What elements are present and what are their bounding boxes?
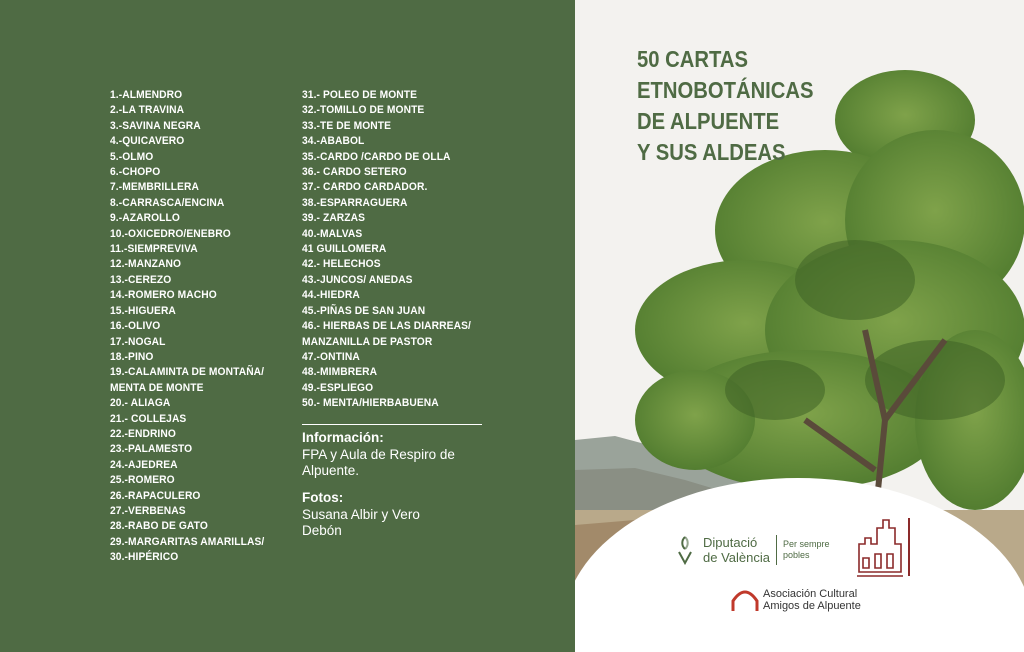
plant-item: 16.-OLIVO bbox=[110, 320, 161, 333]
plant-item: 45.-PIÑAS DE SAN JUAN bbox=[302, 304, 426, 317]
title-line: DE ALPUENTE bbox=[637, 108, 780, 134]
info-block bbox=[302, 430, 512, 480]
plant-item: 13.-CEREZO bbox=[110, 273, 172, 286]
plant-item: 33.-TE DE MONTE bbox=[302, 119, 392, 132]
plant-item: 12.-MANZANO bbox=[110, 258, 182, 271]
plant-item: 10.-OXICEDRO/ENEBRO bbox=[110, 227, 231, 240]
info-text: FPA y Aula de Respiro de Alpuente. bbox=[302, 446, 455, 478]
plant-item: 3.-SAVINA NEGRA bbox=[110, 119, 201, 132]
plant-item: 18.-PINO bbox=[110, 350, 154, 363]
info-label: Información: bbox=[302, 430, 384, 445]
plant-item: 6.-CHOPO bbox=[110, 166, 161, 179]
photos-label: Fotos: bbox=[302, 490, 344, 505]
right-panel bbox=[575, 0, 1024, 652]
plant-item: 2.-LA TRAVINA bbox=[110, 104, 185, 117]
title-line: 50 CARTAS bbox=[637, 46, 748, 72]
plant-item: 23.-PALAMESTO bbox=[110, 443, 193, 456]
title-line: ETNOBOTÁNICAS bbox=[637, 77, 814, 103]
plant-item: 29.-MARGARITAS AMARILLAS/ bbox=[110, 535, 265, 548]
slogan-1: Per sempre bbox=[782, 539, 830, 549]
divider bbox=[776, 535, 777, 565]
divider bbox=[302, 424, 482, 425]
plant-item: 27.-VERBENAS bbox=[110, 504, 186, 517]
plant-item: 47.-ONTINA bbox=[302, 350, 360, 363]
association-logo bbox=[731, 588, 861, 612]
plant-item: 50.- MENTA/HIERBABUENA bbox=[302, 397, 439, 410]
plant-item: 49.-ESPLIEGO bbox=[302, 381, 374, 394]
plant-item: 30.-HIPÉRICO bbox=[110, 551, 179, 564]
slogan-2: pobles bbox=[782, 550, 810, 560]
plant-item: 17.-NOGAL bbox=[110, 335, 166, 348]
photos-text: Susana Albir y Vero Debón bbox=[302, 506, 420, 538]
plant-item: 40.-MALVAS bbox=[302, 227, 363, 240]
plant-item: 15.-HIGUERA bbox=[110, 304, 176, 317]
plant-item: 25.-ROMERO bbox=[110, 474, 175, 487]
arch-icon bbox=[731, 589, 759, 611]
plant-item: 5.-OLMO bbox=[110, 150, 154, 163]
plant-item: 48.-MIMBRERA bbox=[302, 366, 378, 379]
plant-item: 43.-JUNCOS/ ANEDAS bbox=[302, 273, 413, 286]
plant-item: MENTA DE MONTE bbox=[110, 381, 204, 394]
plant-item: 46.- HIERBAS DE LAS DIARREAS/ bbox=[302, 320, 471, 333]
plant-item: 9.-AZAROLLO bbox=[110, 212, 180, 225]
plant-item: 4.-QUICAVERO bbox=[110, 135, 185, 148]
plant-item: 34.-ABABOL bbox=[302, 135, 365, 148]
plant-item: 31.- POLEO DE MONTE bbox=[302, 89, 418, 101]
photos-block bbox=[302, 490, 512, 540]
plant-item: 20.- ALIAGA bbox=[110, 397, 171, 410]
plant-item: 41 GUILLOMERA bbox=[302, 243, 387, 256]
title-line: Y SUS ALDEAS bbox=[637, 139, 786, 165]
association-name-1: Asociación Cultural bbox=[763, 588, 858, 600]
plant-item: 32.-TOMILLO DE MONTE bbox=[302, 104, 425, 117]
plant-item: 21.- COLLEJAS bbox=[110, 412, 187, 425]
plant-item: 1.-ALMENDRO bbox=[110, 89, 183, 101]
plant-item: 36.- CARDO SETERO bbox=[302, 166, 407, 179]
plant-item: 44.-HIEDRA bbox=[302, 289, 360, 302]
dv-mark-icon bbox=[675, 535, 695, 565]
plant-item: 26.-RAPACULERO bbox=[110, 489, 201, 502]
plant-item: MANZANILLA DE PASTOR bbox=[302, 335, 433, 348]
plant-item: 42.- HELECHOS bbox=[302, 258, 381, 271]
ayuntamiento-logo bbox=[853, 514, 915, 580]
diputacio-name-2: de València bbox=[703, 550, 770, 565]
plant-item: 28.-RABO DE GATO bbox=[110, 520, 208, 533]
plant-item: 35.-CARDO /CARDO DE OLLA bbox=[302, 150, 451, 163]
plant-item: 24.-AJEDREA bbox=[110, 458, 178, 471]
plant-item: 38.-ESPARRAGUERA bbox=[302, 196, 408, 209]
plant-item: 11.-SIEMPREVIVA bbox=[110, 243, 198, 256]
plant-item: 14.-ROMERO MACHO bbox=[110, 289, 217, 302]
diputacio-logo bbox=[675, 535, 830, 565]
association-name-2: Amigos de Alpuente bbox=[763, 600, 861, 612]
diputacio-name-1: Diputació bbox=[703, 535, 758, 550]
plant-item: 37.- CARDO CARDADOR. bbox=[302, 181, 428, 194]
plant-item: 39.- ZARZAS bbox=[302, 212, 366, 225]
plant-list-1 bbox=[110, 88, 264, 566]
plant-item: 8.-CARRASCA/ENCINA bbox=[110, 196, 225, 209]
plant-item: 7.-MEMBRILLERA bbox=[110, 181, 199, 194]
page-title bbox=[637, 44, 814, 168]
plant-item: 22.-ENDRINO bbox=[110, 427, 176, 440]
plant-list-2 bbox=[302, 88, 471, 412]
plant-item: 19.-CALAMINTA DE MONTAÑA/ bbox=[110, 366, 265, 379]
